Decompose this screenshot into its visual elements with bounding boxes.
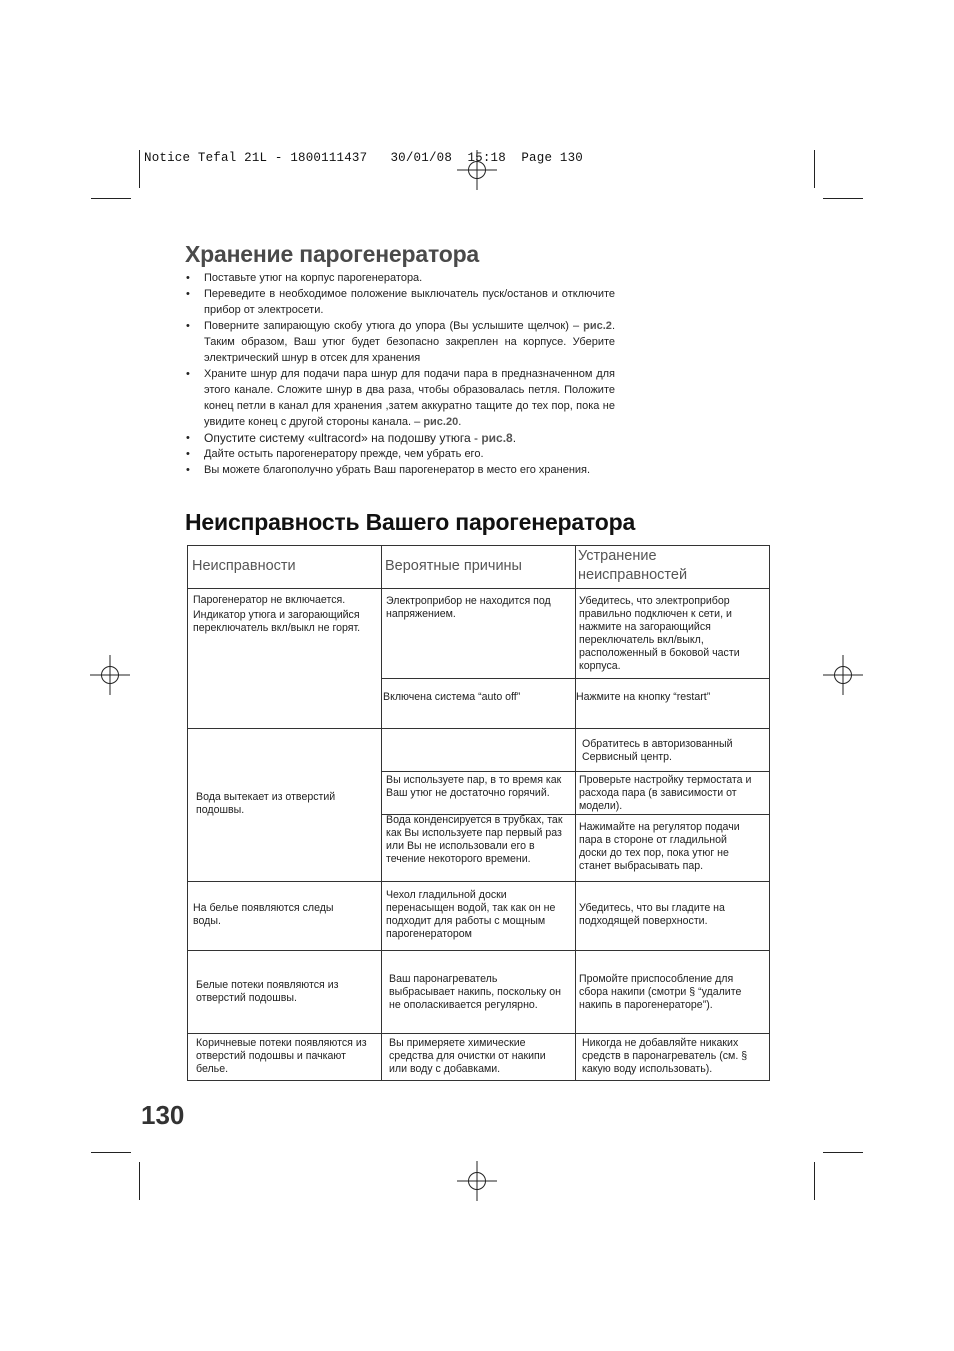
crop-mark <box>139 1162 140 1200</box>
crop-mark <box>139 150 140 188</box>
table-header-cell: Устранение неисправностей <box>578 548 688 583</box>
section-title-storage: Хранение парогенератора <box>185 241 480 267</box>
storage-instructions-list <box>185 270 615 478</box>
list-item: • Опустите систему «ultracord» на подошву утюга - рис.8. <box>185 430 615 446</box>
registration-mark-icon <box>823 655 863 695</box>
crop-mark <box>823 1152 863 1153</box>
crop-mark <box>91 1152 131 1153</box>
table-cell-solution: Обратитесь в авторизованный Сервисный центр. <box>582 738 733 763</box>
table-border <box>187 545 188 1081</box>
table-border <box>187 950 770 951</box>
crop-mark <box>814 1162 815 1200</box>
list-item: • Дайте остыть парогенератору прежде, чем убрать его. <box>185 446 615 462</box>
table-border <box>187 881 770 882</box>
table-cell-cause: Ваш паронагреватель выбрасывает накипь, поскольку он не ополаскивается регулярно. <box>389 973 561 1011</box>
section-title-troubleshooting: Неисправность Вашего парогенератора <box>185 509 636 535</box>
table-border <box>769 545 770 1081</box>
print-slug-line: Notice Tefal 21L - 1800111437 30/01/08 15:18 Page 130 <box>144 151 583 165</box>
table-border <box>381 545 382 1081</box>
table-cell-problem: Парогенератор не включается. Индикатор утюга и загорающийся переключатель вкл/выкл не горят. <box>193 594 361 634</box>
troubleshooting-table <box>187 545 770 1081</box>
list-item: • Вы можете благополучно убрать Ваш парогенератор в место его хранения. <box>185 462 615 478</box>
list-item: • Переведите в необходимое положение выключатель пуск/останов и отключите прибор от электросети. <box>185 286 615 318</box>
table-border <box>381 678 770 679</box>
registration-mark-icon <box>457 1161 497 1201</box>
registration-mark-icon <box>457 150 497 190</box>
table-cell-solution: Убедитесь, что электроприбор правильно подключен к сети, и нажмите на загорающийся переключатель вкл/выкл, расположенный в боковой части корпуса. <box>579 595 740 672</box>
table-border <box>187 545 770 546</box>
table-header-cell: Неисправности <box>192 558 296 574</box>
table-cell-problem: Коричневые потеки появляются из отверстий подошвы и пачкают белье. <box>196 1037 367 1075</box>
table-cell-solution: Промойте приспособление для сбора накипи (смотри § “удалите накипь в парогенераторе”). <box>579 973 742 1011</box>
crop-mark <box>814 150 815 188</box>
table-header-cell: Вероятные причины <box>385 558 522 574</box>
table-cell-cause: Вы примеряете химические средства для очистки от накипи или воду с добавками. <box>389 1037 546 1075</box>
table-border <box>381 771 770 772</box>
table-cell-solution: Проверьте настройку термостата и расхода пара (в зависимости от модели). <box>579 774 752 812</box>
table-cell-solution: Убедитесь, что вы гладите на подходящей поверхности. <box>579 902 725 927</box>
table-cell-solution: Никогда не добавляйте никаких средств в паронагреватель (см. § какую воду использовать). <box>582 1037 748 1075</box>
table-cell-cause: Вы используете пар, в то время как Ваш утюг не достаточно горячий. <box>386 774 562 799</box>
table-cell-cause: Включена система “auto off” <box>383 691 521 703</box>
table-cell-solution: Нажмите на кнопку “restart” <box>576 691 711 703</box>
table-cell-cause: Вода конденсируется в трубках, так как Вы используете пар первый раз или Вы не использовали его в течение некоторого времени. <box>386 814 563 865</box>
registration-mark-icon <box>90 655 130 695</box>
crop-mark <box>823 198 863 199</box>
table-cell-problem: Белые потеки появляются из отверстий подошвы. <box>196 979 339 1004</box>
table-border <box>187 728 770 729</box>
page-number: 130 <box>141 1100 185 1130</box>
figure-reference: рис.2 <box>583 320 612 332</box>
table-cell-cause: Электроприбор не находится под напряжением. <box>386 595 551 620</box>
crop-mark <box>91 198 131 199</box>
list-item: • Поверните запирающую скобу утюга до упора (Вы услышите щелчок) – рис.2. Таким образом, Ваш утюг будет безопасно закреплен на корпусе. Уберите электрический шнур в отсек для хранения <box>185 318 615 366</box>
list-item: • Храните шнур для подачи пара шнур для подачи пара в предназначенном для этого канале. Сложите шнур в два раза, чтобы образовалась петля. Положите конец петли в канал для хранения ,затем аккуратно тащите до тех пор, пока не увидите конец с другой стороны канала. – рис.20. <box>185 366 615 430</box>
table-border <box>187 1033 770 1034</box>
table-cell-cause: Чехол гладильной доски перенасыщен водой, так как он не подходит для работы с мощным парогенератором <box>386 889 556 940</box>
table-cell-problem: На белье появляются следы воды. <box>193 902 334 927</box>
figure-reference: рис.8 <box>481 431 513 445</box>
table-cell-problem: Вода вытекает из отверстий подошвы. <box>196 791 336 816</box>
table-border <box>187 1080 770 1081</box>
table-border <box>187 588 770 589</box>
figure-reference: рис.20 <box>423 416 459 428</box>
table-cell-solution: Нажимайте на регулятор подачи пара в стороне от гладильной доски до тех пор, пока утюг не станет выбрасывать пар. <box>579 821 740 872</box>
list-item: • Поставьте утюг на корпус парогенератора. <box>185 270 615 286</box>
